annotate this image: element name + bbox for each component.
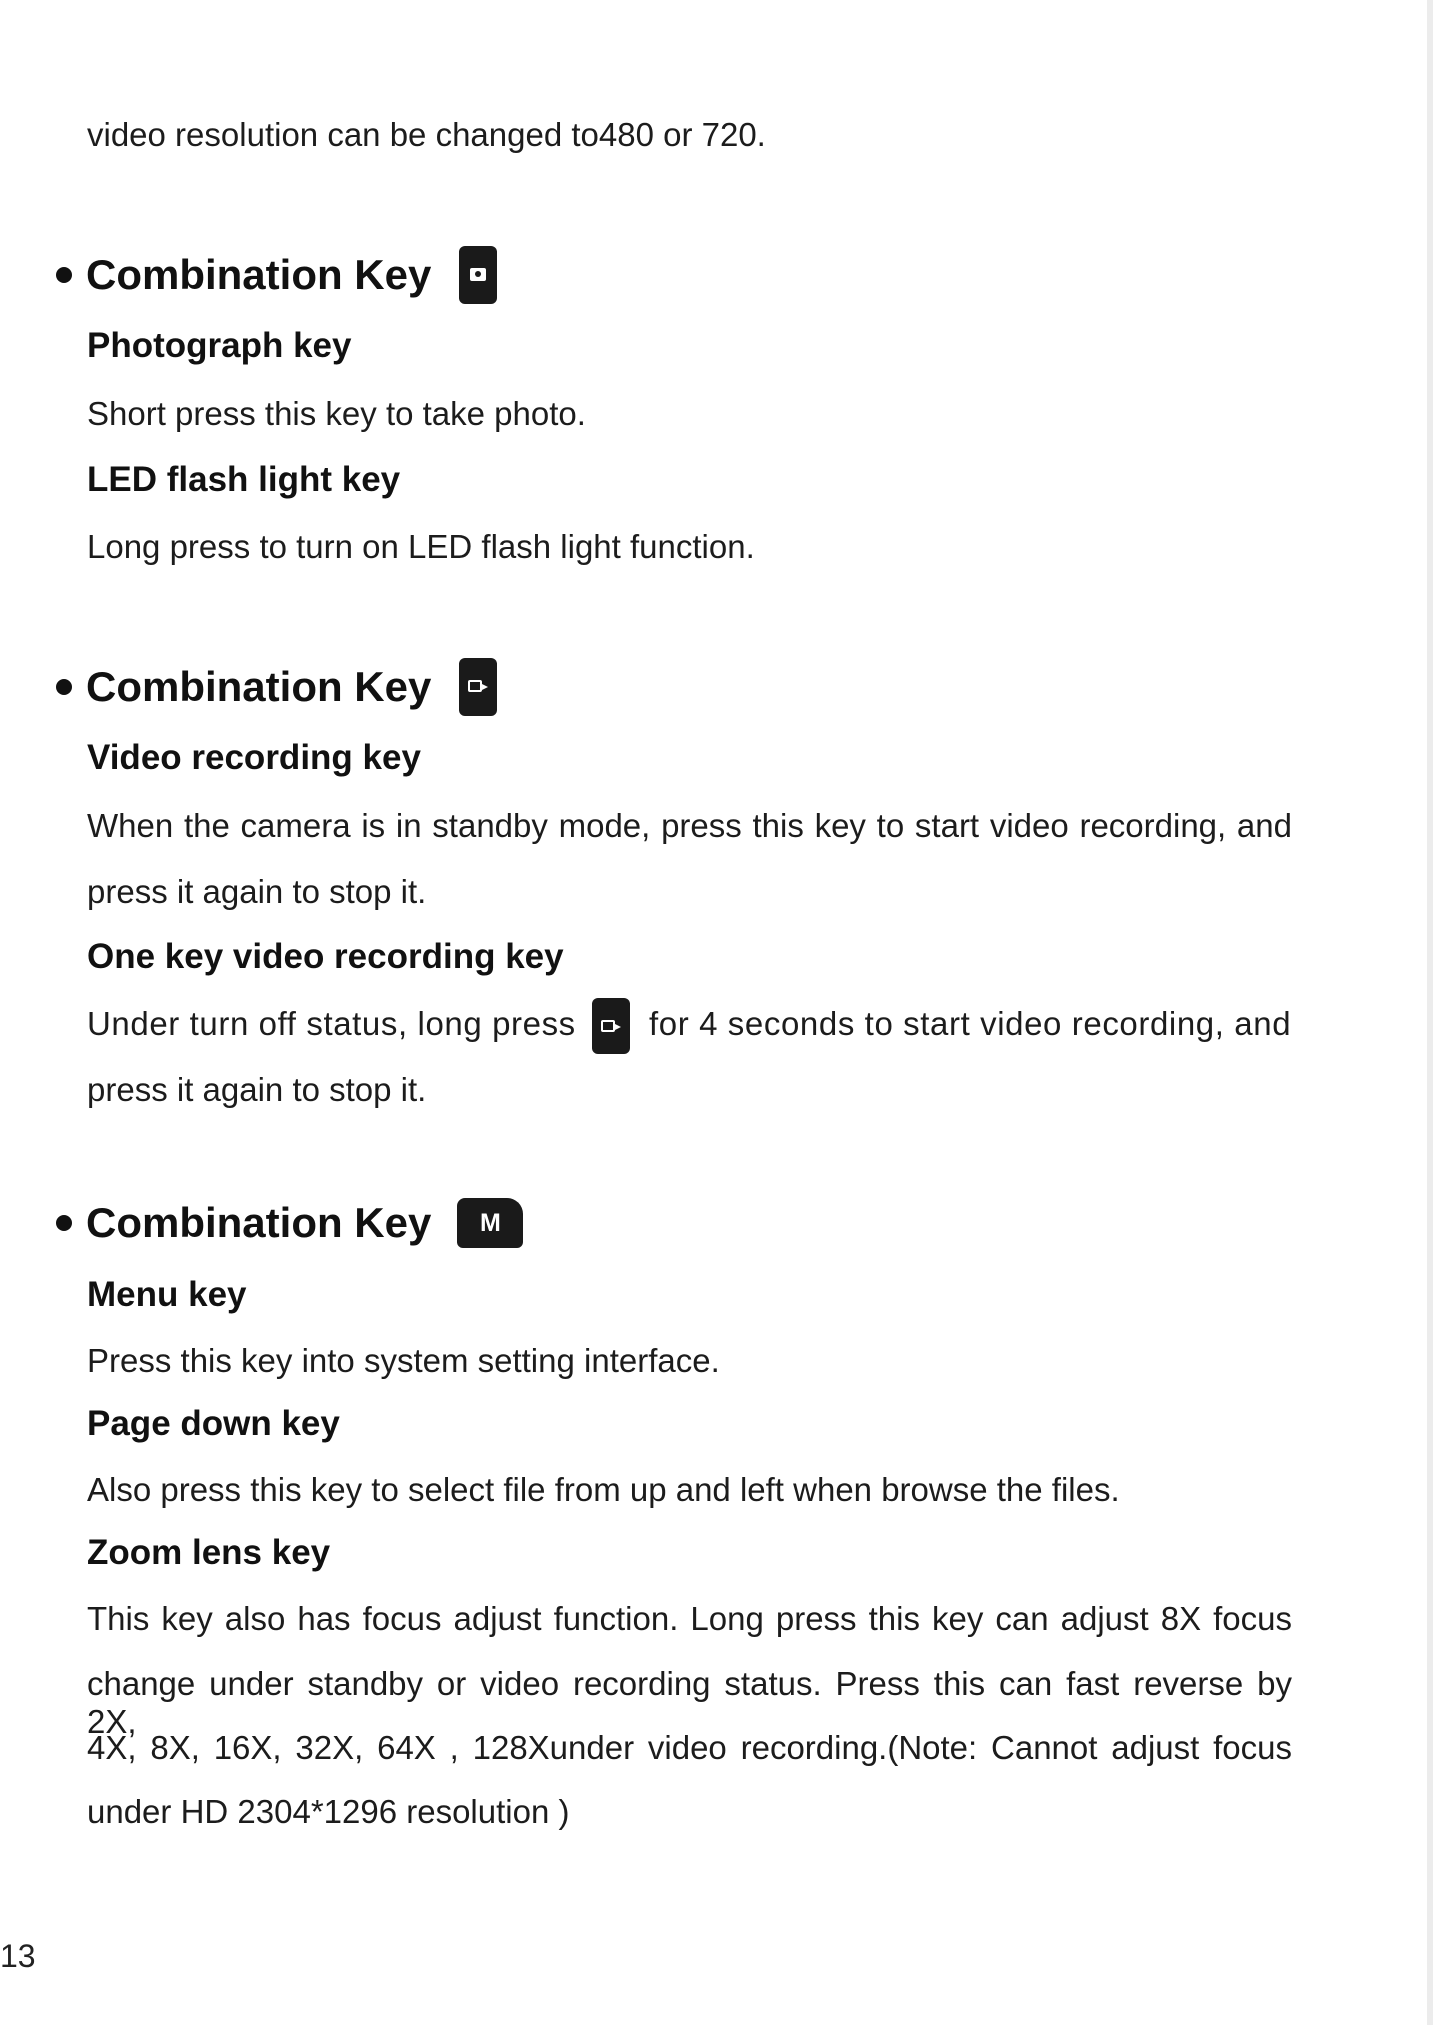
section-heading-menu xyxy=(56,1198,523,1248)
section-heading-text: Combination Key xyxy=(86,251,432,298)
video-key-inline-icon xyxy=(592,998,630,1054)
bullet-icon xyxy=(56,1215,72,1231)
section-heading-camera xyxy=(56,246,497,304)
item-desc-page-down: Also press this key to select file from up and left when browse the files. xyxy=(87,1471,1120,1508)
item-title-photograph: Photograph key xyxy=(87,326,352,365)
item-desc-zoom-line2: change under standby or video recording status. Press this can fast reverse by 2X, xyxy=(87,1665,1292,1740)
item-desc-photograph: Short press this key to take photo. xyxy=(87,395,586,432)
item-desc-zoom-line1: This key also has focus adjust function. Long press this key can adjust 8X focus xyxy=(87,1600,1292,1637)
section-heading-text: Combination Key xyxy=(86,1199,432,1246)
page-number: 13 xyxy=(0,1938,36,1974)
item-desc-zoom-line3: 4X, 8X, 16X, 32X, 64X , 128Xunder video recording.(Note: Cannot adjust focus xyxy=(87,1729,1292,1766)
item-desc-menu: Press this key into system setting interface. xyxy=(87,1342,720,1379)
intro-text: video resolution can be changed to480 or 720. xyxy=(87,116,766,153)
item-title-zoom-lens: Zoom lens key xyxy=(87,1533,331,1572)
section-heading-text: Combination Key xyxy=(86,663,432,710)
item-desc-zoom-line4: under HD 2304*1296 resolution ) xyxy=(87,1793,570,1830)
menu-key-icon: M xyxy=(457,1198,523,1248)
item-title-page-down: Page down key xyxy=(87,1404,340,1443)
video-key-icon xyxy=(459,658,497,716)
item-desc-led-flash: Long press to turn on LED flash light function. xyxy=(87,528,755,565)
item-desc-one-key-suffix: for 4 seconds to start video recording, and xyxy=(649,1005,1292,1042)
item-desc-video-recording-line1: When the camera is in standby mode, press this key to start video recording, and xyxy=(87,807,1292,844)
item-desc-video-recording-line2: press it again to stop it. xyxy=(87,873,427,910)
item-title-video-recording: Video recording key xyxy=(87,738,421,777)
bullet-icon xyxy=(56,679,72,695)
bullet-icon xyxy=(56,267,72,283)
item-desc-one-key-line2: press it again to stop it. xyxy=(87,1071,427,1108)
item-title-led-flash: LED flash light key xyxy=(87,460,401,499)
item-title-one-key-recording: One key video recording key xyxy=(87,937,564,976)
section-heading-video xyxy=(56,658,497,716)
item-title-menu: Menu key xyxy=(87,1275,247,1314)
item-desc-one-key-prefix: Under turn off status, long press xyxy=(87,1005,576,1042)
camera-key-icon xyxy=(459,246,497,304)
page-edge xyxy=(1427,0,1433,2025)
